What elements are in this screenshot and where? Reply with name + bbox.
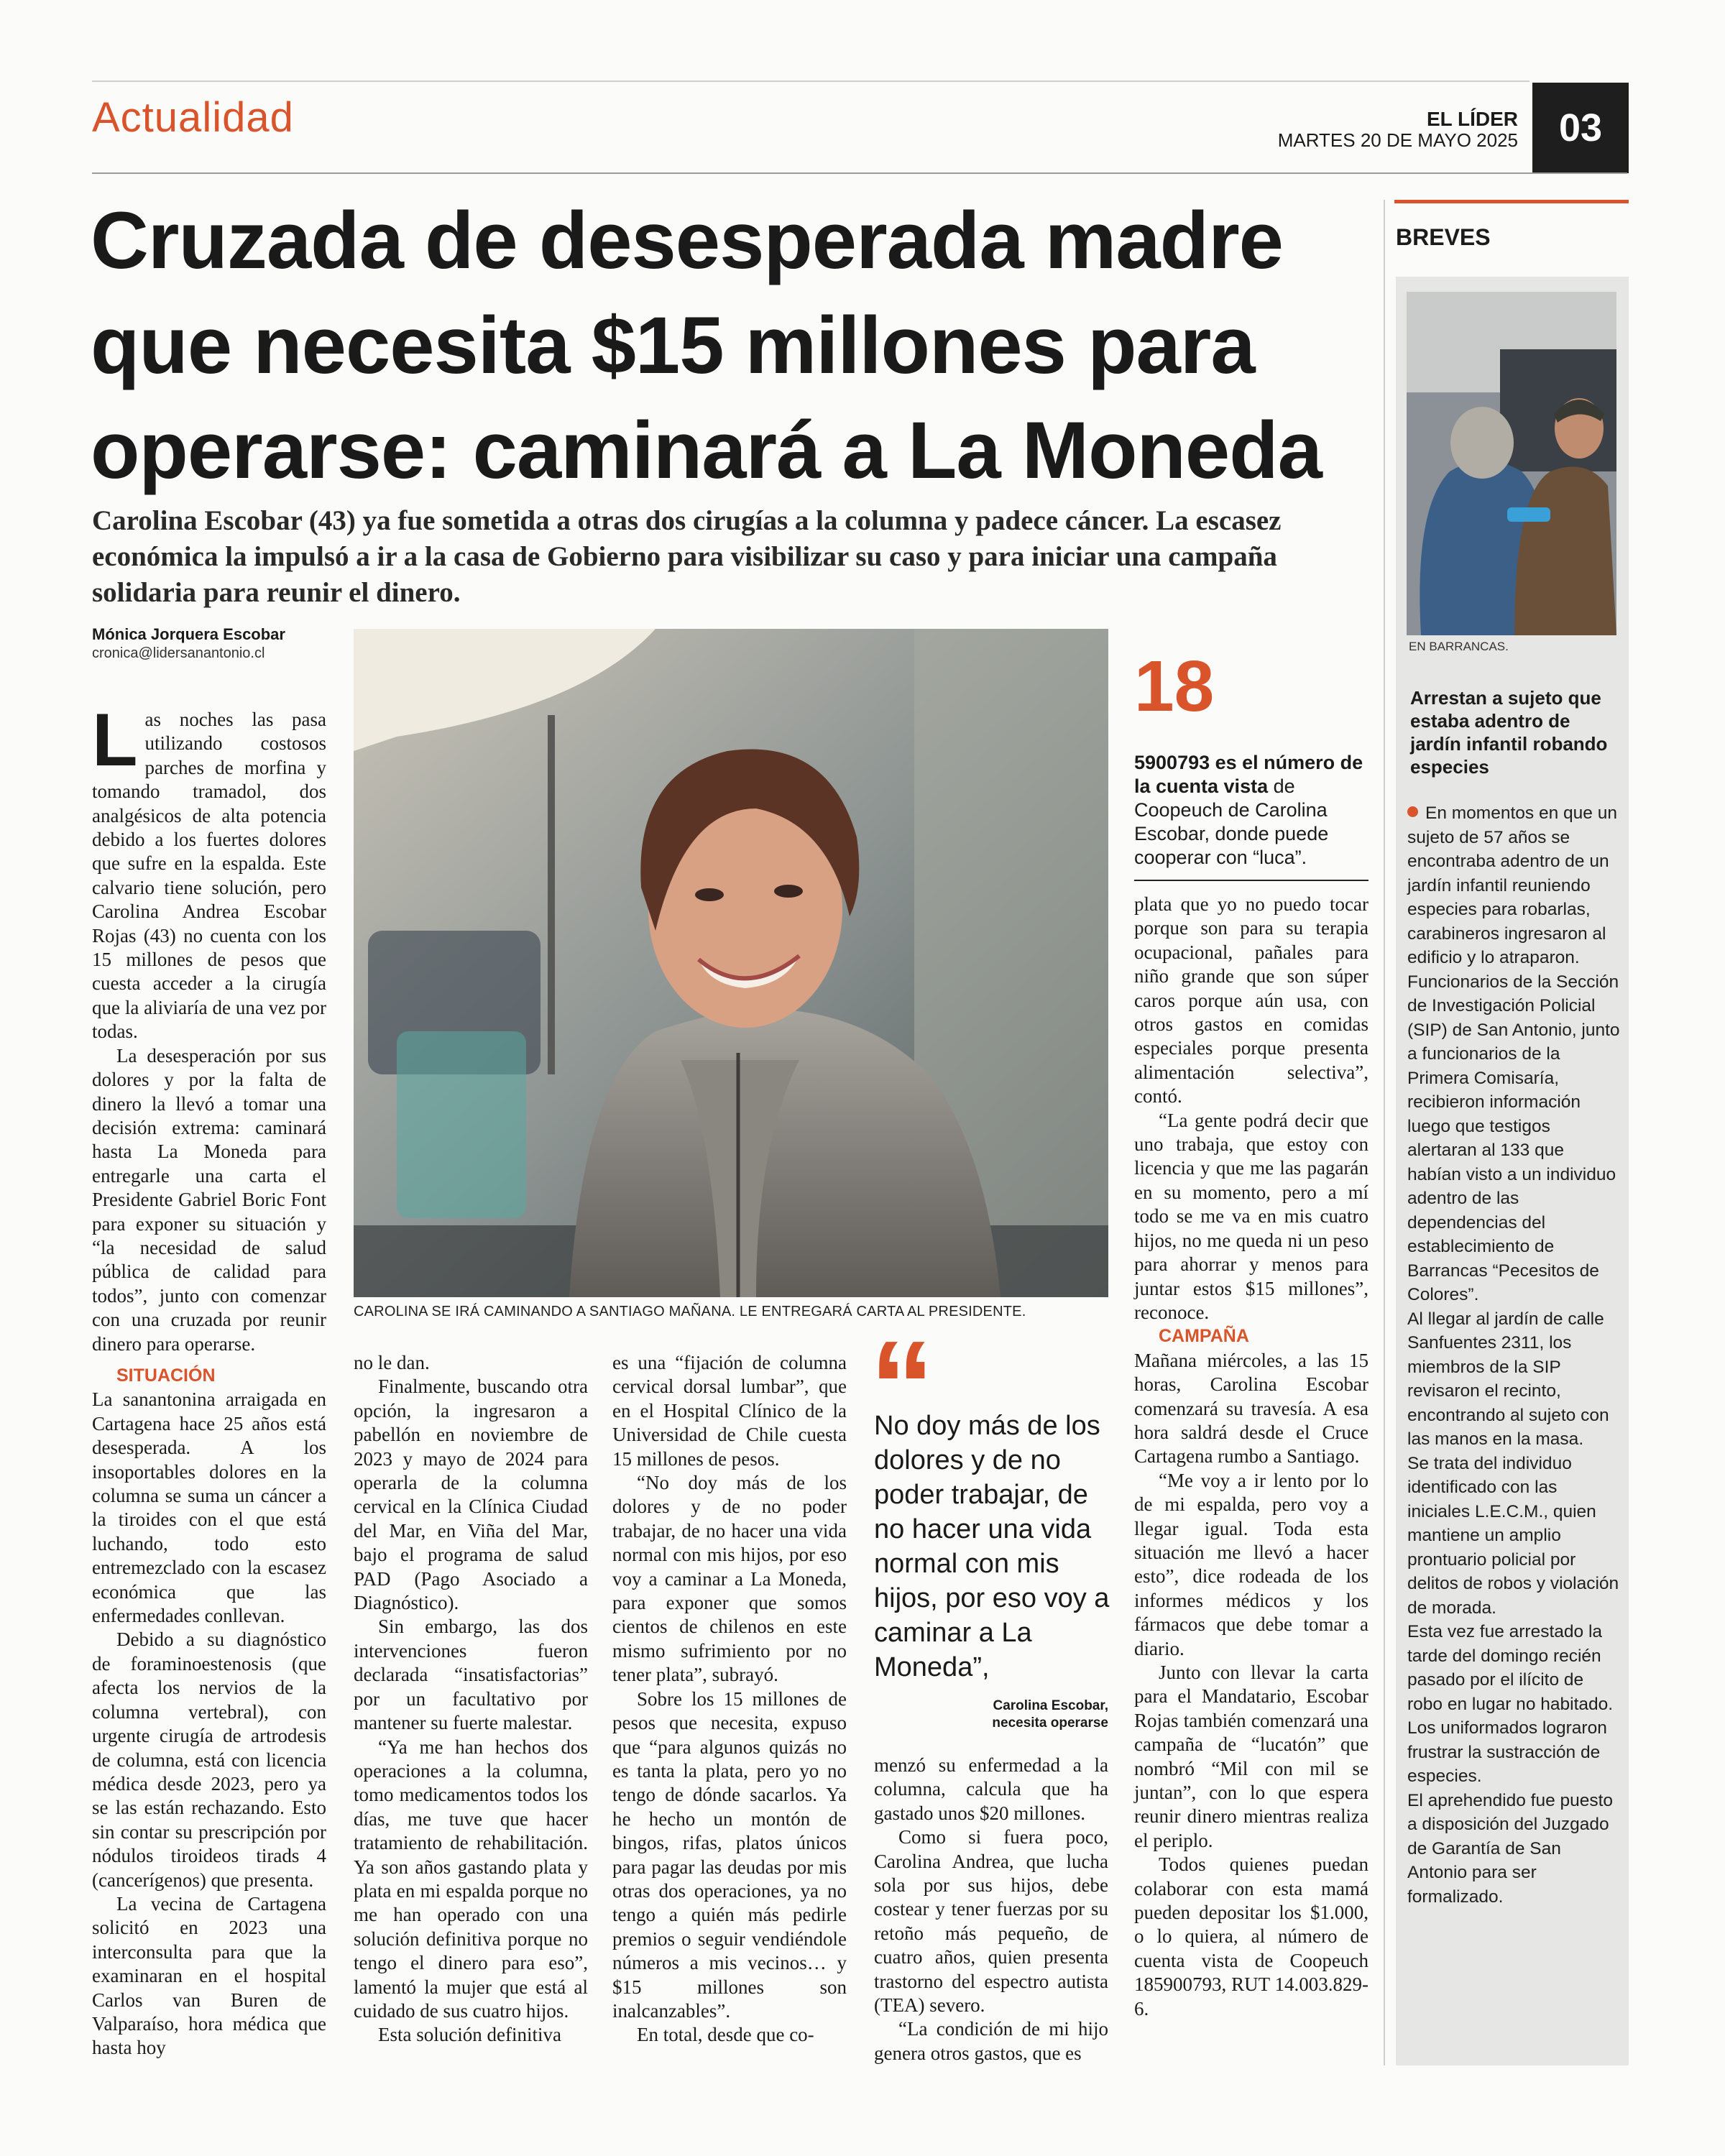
- byline-name: Mónica Jorquera Escobar: [92, 625, 285, 643]
- paragraph: “La condición de mi hijo genera otros gastos, que es: [874, 2018, 1108, 2064]
- column-1-bottom: [92, 1364, 326, 2060]
- paragraph: “Ya me han hechos dos operaciones a la columna, tomo medicamentos todos los días, me tuve que hacer tratamiento de rehabilitación. Ya son años gastando plata y plata en mi espalda porque no me han operado con una solución definitiva porque no tengo el dinero para eso”, lamentó la mujer que está al cuidado de sus cuatro hijos.: [354, 1736, 588, 2022]
- breves-body: [1407, 801, 1620, 1909]
- photo-caption: CAROLINA SE IRÁ CAMINANDO A SANTIAGO MAÑANA. LE ENTREGARÁ CARTA AL PRESIDENTE.: [354, 1304, 1026, 1319]
- breves-photo-caption: EN BARRANCAS.: [1409, 640, 1509, 653]
- pull-quote: No doy más de los dolores y de no poder trabajar, de no hacer una vida normal con mis hijos, por eso voy a caminar a La Moneda”,: [874, 1411, 1110, 1682]
- bullet-icon: [1407, 806, 1418, 817]
- headline-line-2: que necesita $15 millones para: [91, 300, 1255, 390]
- paragraph: es una “fijación de columna cervical dorsal lumbar”, que en el Hospital Clínico de la Universidad de Chile cuesta 15 millones de pesos.: [612, 1352, 847, 1470]
- breves-rule: [1394, 200, 1629, 203]
- paragraph: La desesperación por sus dolores y por la falta de dinero la llevó a tomar una decisión extrema: caminará hasta La Moneda para entregarle una carta el Presidente Gabriel Boric Font para exponer su situación y “la necesidad de salud pública de calidad para todos”, junto con comenzar con una cruzada por reunir dinero para operarse.: [92, 1044, 326, 1355]
- section-subhead: SITUACIÓN: [116, 1365, 216, 1386]
- quote-author: Carolina Escobar,: [993, 1698, 1108, 1713]
- fact-box: [1134, 751, 1368, 881]
- paragraph: menzó su enfermedad a la columna, calcula que ha gastado unos $20 millones.: [874, 1754, 1108, 1824]
- column-2: [354, 1351, 588, 2047]
- section-subhead: CAMPAÑA: [1159, 1326, 1249, 1347]
- paragraph: Mañana miércoles, a las 15 horas, Carolina Escobar comenzará su travesía. A esa hora saldrá desde el Cruce Cartagena rumbo a Santiago.: [1134, 1349, 1368, 1468]
- column-3: [612, 1351, 847, 2047]
- paragraph: Todos quienes puedan colaborar con esta mamá pueden depositar los $1.000, o lo quiera, al número de cuenta vista de Coopeuch 185900793, RUT 14.003.829-6.: [1134, 1853, 1368, 2019]
- issue-date: MARTES 20 DE MAYO 2025: [1277, 129, 1518, 151]
- byline-email: cronica@lidersanantonio.cl: [92, 645, 265, 661]
- column-4: [874, 1754, 1108, 2065]
- paragraph: as noches las pasa utilizando costosos parches de morfina y tomando tramadol, dos analgésicos de alta potencia debido a los fuertes dolores que sufre en la espalda. Este calvario tiene solución, pero Carolina Andrea Escobar Rojas (43) no cuenta con los 15 millones de pesos que cuesta acceder a la cirugía que la aliviaría de una vez por todas.: [92, 709, 326, 1043]
- headline-line-3: operarse: caminará a La Moneda: [91, 405, 1322, 495]
- main-photo: [354, 629, 1108, 1297]
- paragraph: La vecina de Cartagena solicitó en 2023 una interconsulta para que la examinaran en el hospital Carlos van Buren de Valparaíso, hora médica que hasta hoy: [92, 1892, 326, 2059]
- paragraph: Sobre los 15 millones de pesos que necesita, expuso que “para algunos quizás no es tanta la plata, pero yo no tengo de dónde sacarlos. Ya he hecho un montón de bingos, rifas, platos únicos para pagar las deudas por mis otras dos operaciones, ya no tengo a quién más pedirle premios o seguir vendiéndole números a mis vecinos… y $15 millones son inalcanzables”.: [612, 1687, 847, 2022]
- paragraph: plata que yo no puedo tocar porque son para su terapia ocupacional, pañales para niño grande que son súper caros porque aún usa, con otros gastos en comidas especiales porque presenta alimentación selectiva”, contó.: [1134, 893, 1368, 1107]
- paragraph: En momentos en que un sujeto de 57 años se encontraba adentro de un jardín infantil reuniendo especies para robarlas, carabineros ingresaron al edificio y lo atraparon.: [1407, 803, 1617, 967]
- headline-line-1: Cruzada de desesperada madre: [91, 195, 1283, 285]
- section-label: Actualidad: [92, 94, 294, 141]
- paragraph: La sanantonina arraigada en Cartagena hace 25 años está desesperada. A los insoportables dolores en la columna se suma un cáncer a la tiroides con el que está luchando, todo esto entremezclado con la escasez económica que las enfermedades conllevan.: [92, 1388, 326, 1627]
- paragraph: Como si fuera poco, Carolina Andrea, que lucha sola por sus hijos, debe costear y tener fuerzas por su retoño más pequeño, de cuatro años, quien presenta trastorno del espectro autista (TEA) severo.: [874, 1826, 1108, 2017]
- paragraph: “La gente podrá decir que uno trabaja, que estoy con licencia y que me las pagarán en su momento, pero a mí todo se me va en mis cuatro hijos, no me queda ni un peso para ahorrar y menos para juntar estos $15 millones”, reconoce.: [1134, 1109, 1368, 1323]
- lead-paragraph: Carolina Escobar (43) ya fue sometida a otras dos cirugías a la columna y padece cáncer. La escasez económica la impulsó a ir a la casa de Gobierno para visibilizar su caso y para iniciar una campaña solidaria para reunir el dinero.: [92, 505, 1282, 608]
- fact-number: 18: [1134, 646, 1215, 727]
- paragraph: Junto con llevar la carta para el Mandatario, Escobar Rojas también comenzará una campaña de “lucatón” que nombró “Mil con mil se juntan”, con lo que espera reunir dinero mientras realiza el periplo.: [1134, 1662, 1368, 1851]
- paragraph: Al llegar al jardín de calle Sanfuentes 2311, los miembros de la SIP revisaron el recinto, encontrando al sujeto con las manos en la masa.: [1407, 1309, 1609, 1449]
- top-rule: [92, 80, 1530, 82]
- woman-portrait-illustration: [354, 629, 1108, 1297]
- paragraph: Esta solución definitiva: [378, 2024, 561, 2046]
- page-number: 03: [1532, 83, 1629, 173]
- paragraph: no le dan.: [354, 1352, 430, 1373]
- column-5: [1134, 893, 1368, 2021]
- paragraph: “Me voy a ir lento por lo de mi espalda, pero voy a llegar igual. Toda esta situación me llevó a hacer esto”, dice rodeada de los informes médicos y los fármacos que debe tomar a diario.: [1134, 1469, 1368, 1659]
- column-1-top: [92, 699, 326, 1356]
- quote-mark: “: [870, 1314, 934, 1459]
- paragraph: El aprehendido fue puesto a disposición del Juzgado de Garantía de San Antonio para ser formalizado.: [1407, 1790, 1614, 1907]
- paragraph: En total, desde que co-: [637, 2024, 814, 2046]
- quote-attribution: [874, 1697, 1108, 1732]
- headline: [91, 188, 1384, 503]
- header-rule: [92, 172, 1627, 174]
- breves-photo: [1407, 292, 1616, 635]
- paragraph: Sin embargo, las dos intervenciones fueron declarada “insatisfactorias” por un facultativo por mantener su fuerte malestar.: [354, 1616, 588, 1734]
- paragraph: “No doy más de los dolores y de no poder trabajar, de no hacer una vida normal con mis hijos, por eso voy a caminar a La Moneda, para exponer que somos cientos de chilenos en este mismo sufrimiento por no tener plata”, subrayó.: [612, 1472, 847, 1686]
- fact-text: de Coopeuch de Carolina Escobar, donde puede cooperar con “luca”.: [1134, 775, 1329, 868]
- paragraph: Esta vez fue arrestado la tarde del domingo recién pasado por el ilícito de robo en lugar no habitado. Los uniformados lograron frustrar la sustracción de especies.: [1407, 1622, 1614, 1786]
- paragraph: Finalmente, buscando otra opción, la ingresaron a pabellón en noviembre de 2023 y mayo de 2024 para operarla de la columna cervical en la Clínica Ciudad del Mar, en Viña del Mar, bajo el programa de salud PAD (Pago Asociado a Diagnóstico).: [354, 1376, 588, 1614]
- newspaper-name: EL LÍDER: [1426, 108, 1518, 130]
- breves-title: BREVES: [1396, 224, 1491, 250]
- quote-author-role: necesita operarse: [992, 1715, 1108, 1731]
- drop-cap: L: [92, 699, 138, 782]
- paragraph: Funcionarios de la Sección de Investigación Policial (SIP) de San Antonio, junto a funcionarios de la Primera Comisaría, recibieron información luego que testigos alertaran al 133 que habían visto a un individuo adentro de las dependencias del establecimiento de Barrancas “Pecesitos de Colores”.: [1407, 972, 1620, 1304]
- paragraph: Se trata del individuo identificado con las iniciales L.E.C.M., quien mantiene un amplio prontuario policial por delitos de robos y violación de morada.: [1407, 1453, 1619, 1618]
- breves-headline: Arrestan a sujeto que estaba adentro de jardín infantil robando especies: [1410, 687, 1608, 778]
- fact-bold: 5900793 es el número de la cuenta vista: [1134, 752, 1363, 797]
- arrest-photo-illustration: [1407, 292, 1616, 635]
- paragraph: Debido a su diagnóstico de foraminoestenosis (que afecta los nervios de la columna vertebral), con urgente cirugía de artrodesis de columna, está con licencia médica desde 2023, pero ya se las están rechazando. Esto sin contar su prescripción por nódulos tiroideos tirads 4 (cancerígenos) que presenta.: [92, 1628, 326, 1891]
- sidebar-divider: [1384, 200, 1385, 2065]
